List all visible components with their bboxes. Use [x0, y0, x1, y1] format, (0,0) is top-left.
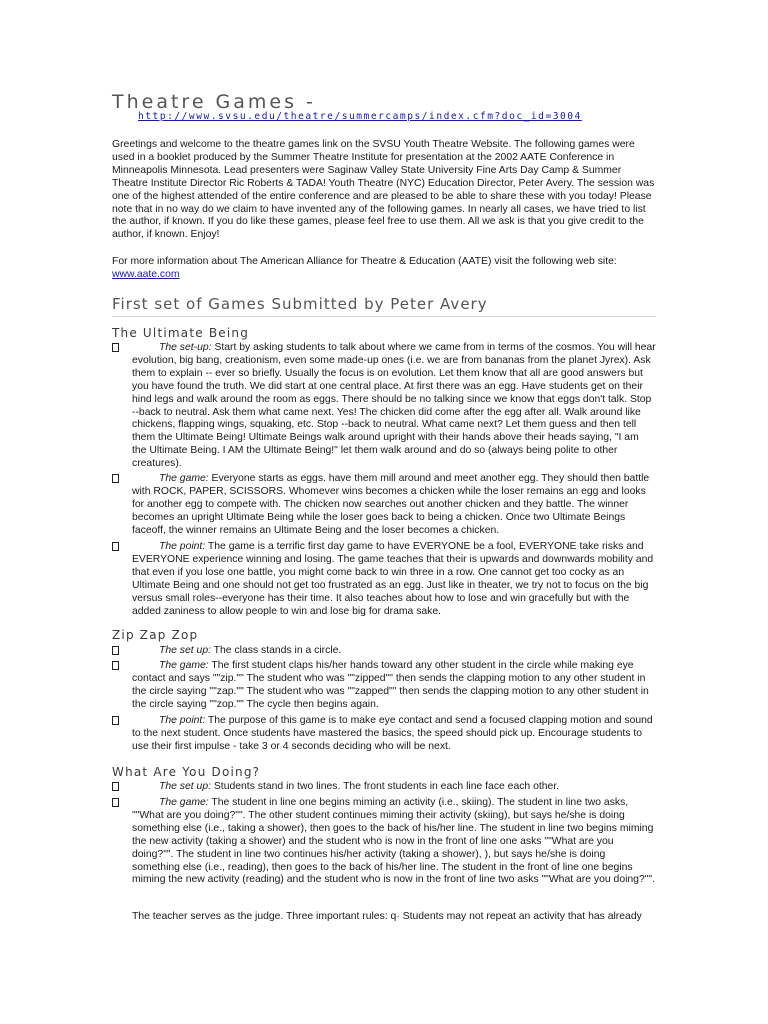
list-item	[112, 541, 656, 618]
list-item	[112, 645, 656, 658]
more-info-text: For more information about The American Alliance for Theatre & Education (AATE) visit the following web site:	[112, 256, 617, 267]
bullet-icon	[112, 646, 119, 655]
item-label: The set up:	[159, 781, 211, 792]
more-info-paragraph	[112, 256, 656, 282]
game-title-zip-zap-zop: Zip Zap Zop	[112, 628, 199, 642]
game-title-what-are-you-doing: What Are You Doing?	[112, 765, 261, 779]
bullet-icon	[112, 542, 119, 551]
bullet-icon	[112, 474, 119, 483]
list-item	[112, 781, 656, 794]
section-heading: First set of Games Submitted by Peter Avery	[112, 295, 656, 317]
list-item	[112, 797, 656, 887]
bullet-icon	[112, 716, 119, 725]
bullet-icon	[112, 661, 119, 670]
item-label: The set up:	[159, 645, 211, 656]
item-label: The game:	[159, 473, 209, 484]
list-item	[112, 473, 656, 538]
list-item	[112, 342, 656, 471]
item-label: The point:	[159, 715, 206, 726]
item-label: The game:	[159, 660, 209, 671]
item-text: Start by asking students to talk about where we came from in terms of the cosmos. You will hear evolution, big bang, creationism, even some made-up ones (i.e. we are from bananas from the planet Jyrex). Ask them to explain -- ever so briefly. Usually the focus is on evolution. Let them know that all are good answers but you have found the truth. We did start at one central place. At first there was an egg. Have students get on their hind legs and walk around the room as eggs. There should be no talking since we know that eggs don't talk. Stop --back to neutral. Ask them what came next. Yes! The chicken did come after the egg after all. Walk around like chickens, flapping wings, squaking, etc. Stop --back to neutral. What came next? Let them guess and then tell them the Ultimate Being! Ultimate Beings walk around upright with their hands above their heads saying, "I am the Ultimate Being. I AM the Ultimate Being!" let them walk around and do so (always being polite to other creatures).	[132, 342, 656, 470]
item-label: The game:	[159, 797, 209, 808]
bullet-icon	[112, 782, 119, 791]
item-text: The first student claps his/her hands toward any other student in the circle while making eye contact and says ""zip."" The student who was ""zipped"" then sends the clapping motion to any other student in the circle saying ""zap."" The student who was ""zapped"" then sends the clapping motion to any other student in the circle saying ""zop."" The cycle then begins again.	[132, 660, 649, 710]
item-text: The student in line one begins miming an activity (i.e., skiing). The student in line two asks, ""What are you doing?"". The other student continues miming their activity (skiing), but says he/she is doing something else (i.e., taking a shower), then goes to the back of his/her line. The student in line two begins miming the new activity (taking a shower) and the student who is now in the front of line one asks ""What are you doing?"". The student in line two continues his/her activity (taking a shower), ), but says he/she is doing something else (i.e., reading), then goes to the back of his/her line. The student in the front of line one begins miming the new activity (reading) and the student who is now in the front of line two asks ""What are you doing?"".	[132, 797, 656, 886]
item-text: Students stand in two lines. The front students in each line face each other.	[210, 781, 560, 792]
list-item	[112, 660, 656, 712]
item-text: The class stands in a circle.	[210, 645, 342, 656]
intro-paragraph: Greetings and welcome to the theatre games link on the SVSU Youth Theatre Website. The following games were used in a booklet produced by the Summer Theatre Institute for presentation at the 2002 AATE Conference in Minneapolis Minnesota. Lead presenters were Saginaw Valley State University Fine Arts Day Camp & Summer Theatre Institute Director Ric Roberts & TADA! Youth Theatre (NYC) Education Director, Peter Avery. The session was one of the highest attended of the entire conference and are pleased to be able to share these with you today! Please note that in no way do we claim to have invented any of the following games. In nearly all cases, we have tried to list the author, if known. If you do like these games, please feel free to use them. All we ask is that you give credit to the author, if known. Enjoy!	[112, 139, 655, 241]
item-text: The purpose of this game is to make eye contact and send a focused clapping motion and sound to the next student. Once students have mastered the basics, the speed should pick up. Encourage students to use their first impulse - take 3 or 4 seconds deciding who will be next.	[132, 715, 653, 752]
page-title: Theatre Games -	[112, 91, 316, 113]
closing-paragraph: The teacher serves as the judge. Three important rules: q· Students may not repeat an activity that has already	[132, 911, 642, 922]
list-item	[112, 715, 656, 754]
item-text: The game is a terrific first day game to have EVERYONE be a fool, EVERYONE take risks and EVERYONE experience winning and losing. The game teaches that their is upwards and downwards mobility and that even if you lose one battle, you might come back to win three in a row. One cannot get too cocky as an Ultimate Being and one should not get too frustrated as an egg. Just like in theater, we try not to focus on the big versus small roles--everyone has their time. It also teaches about how to lose and win gracefully but with the added zaniness to allow people to win and lose big for drama sake.	[132, 541, 654, 617]
item-label: The set-up:	[159, 342, 212, 353]
bullet-icon	[112, 798, 119, 807]
aate-link[interactable]: www.aate.com	[112, 268, 180, 280]
bullet-icon	[112, 343, 119, 352]
source-url-link[interactable]: http://www.svsu.edu/theatre/summercamps/index.cfm?doc_id=3004	[138, 111, 582, 122]
item-label: The point:	[159, 541, 206, 552]
game-title-ultimate-being: The Ultimate Being	[112, 326, 250, 340]
item-text: Everyone starts as eggs. have them mill around and meet another egg. They should then battle with ROCK, PAPER, SCISSORS. Whomever wins becomes a chicken while the loser remains an egg and looks for another egg to compete with. The chicken now searches out another chicken and they battle. The winner becomes an upright Ultimate Being while the loser goes back to being a chicken. Once two Ultimate Beings faceoff, the winner remains an Ultimate Being and the loser becomes a chicken.	[132, 473, 650, 536]
